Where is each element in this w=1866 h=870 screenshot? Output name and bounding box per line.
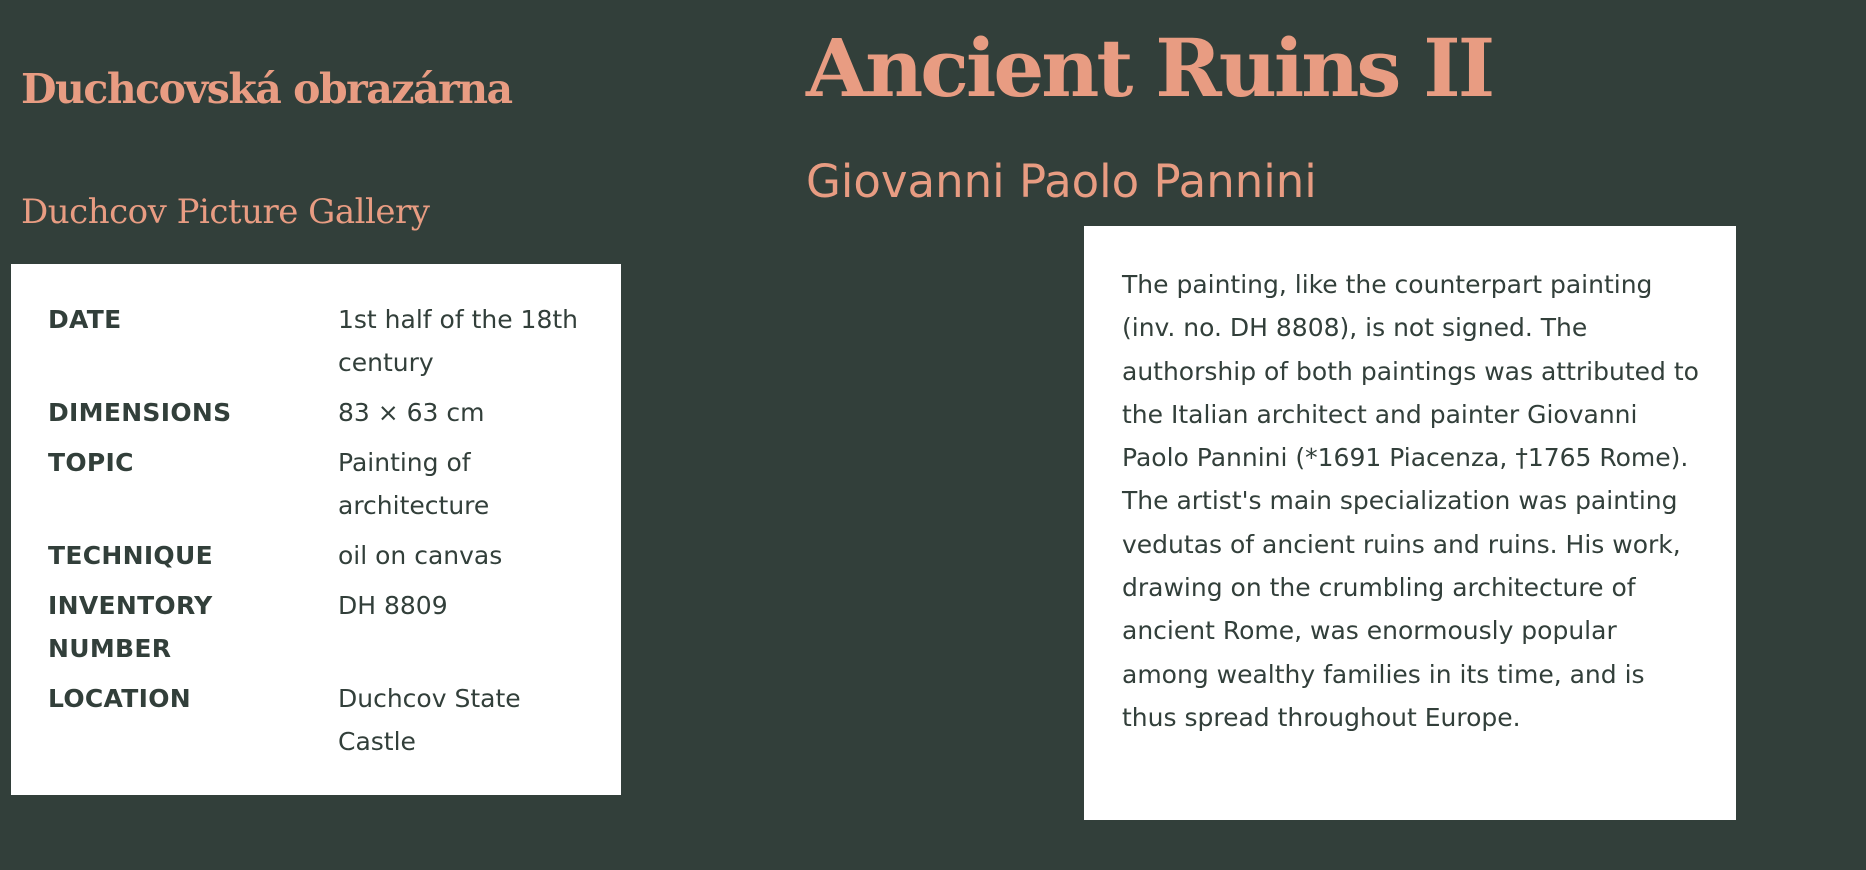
artist-name: Giovanni Paolo Pannini: [806, 155, 1317, 208]
detail-label: DATE: [48, 305, 122, 334]
detail-value: DH 8809: [338, 591, 448, 620]
detail-row-topic: [48, 441, 621, 527]
detail-value: 1st half of the 18th century: [338, 305, 579, 377]
detail-label: DIMENSIONS: [48, 398, 232, 427]
gallery-subtitle: Duchcov Picture Gallery: [21, 192, 430, 232]
detail-row-dimensions: [48, 391, 621, 434]
detail-row-location: [48, 677, 621, 763]
artwork-details-card: [11, 264, 621, 795]
artwork-description: The painting, like the counterpart painting (inv. no. DH 8808), is not signed. The authorship of both paintings was attributed to the Italian architect and painter Giovanni Paolo Pannini (*1691 Piacenza, †1765 Rome). The artist's main specialization was painting vedutas of ancient ruins and ruins. His work, drawing on the crumbling architecture of ancient Rome, was enormously popular among wealthy families in its time, and is thus spread throughout Europe.: [1122, 270, 1699, 732]
painting-title: Ancient Ruins II: [806, 21, 1493, 115]
detail-row-date: [48, 298, 621, 384]
detail-label: INVENTORY NUMBER: [48, 591, 213, 663]
gallery-name: Duchcovská obrazárna: [21, 65, 512, 113]
detail-value: Painting of architecture: [338, 448, 490, 520]
detail-label: TOPIC: [48, 448, 134, 477]
artwork-description-card: [1084, 226, 1736, 820]
detail-value: 83 × 63 cm: [338, 398, 485, 427]
detail-label: TECHNIQUE: [48, 541, 213, 570]
detail-value: Duchcov State Castle: [338, 684, 521, 756]
detail-row-inventory-number: [48, 584, 621, 670]
detail-row-technique: [48, 534, 621, 577]
detail-value: oil on canvas: [338, 541, 503, 570]
detail-label: LOCATION: [48, 684, 191, 713]
